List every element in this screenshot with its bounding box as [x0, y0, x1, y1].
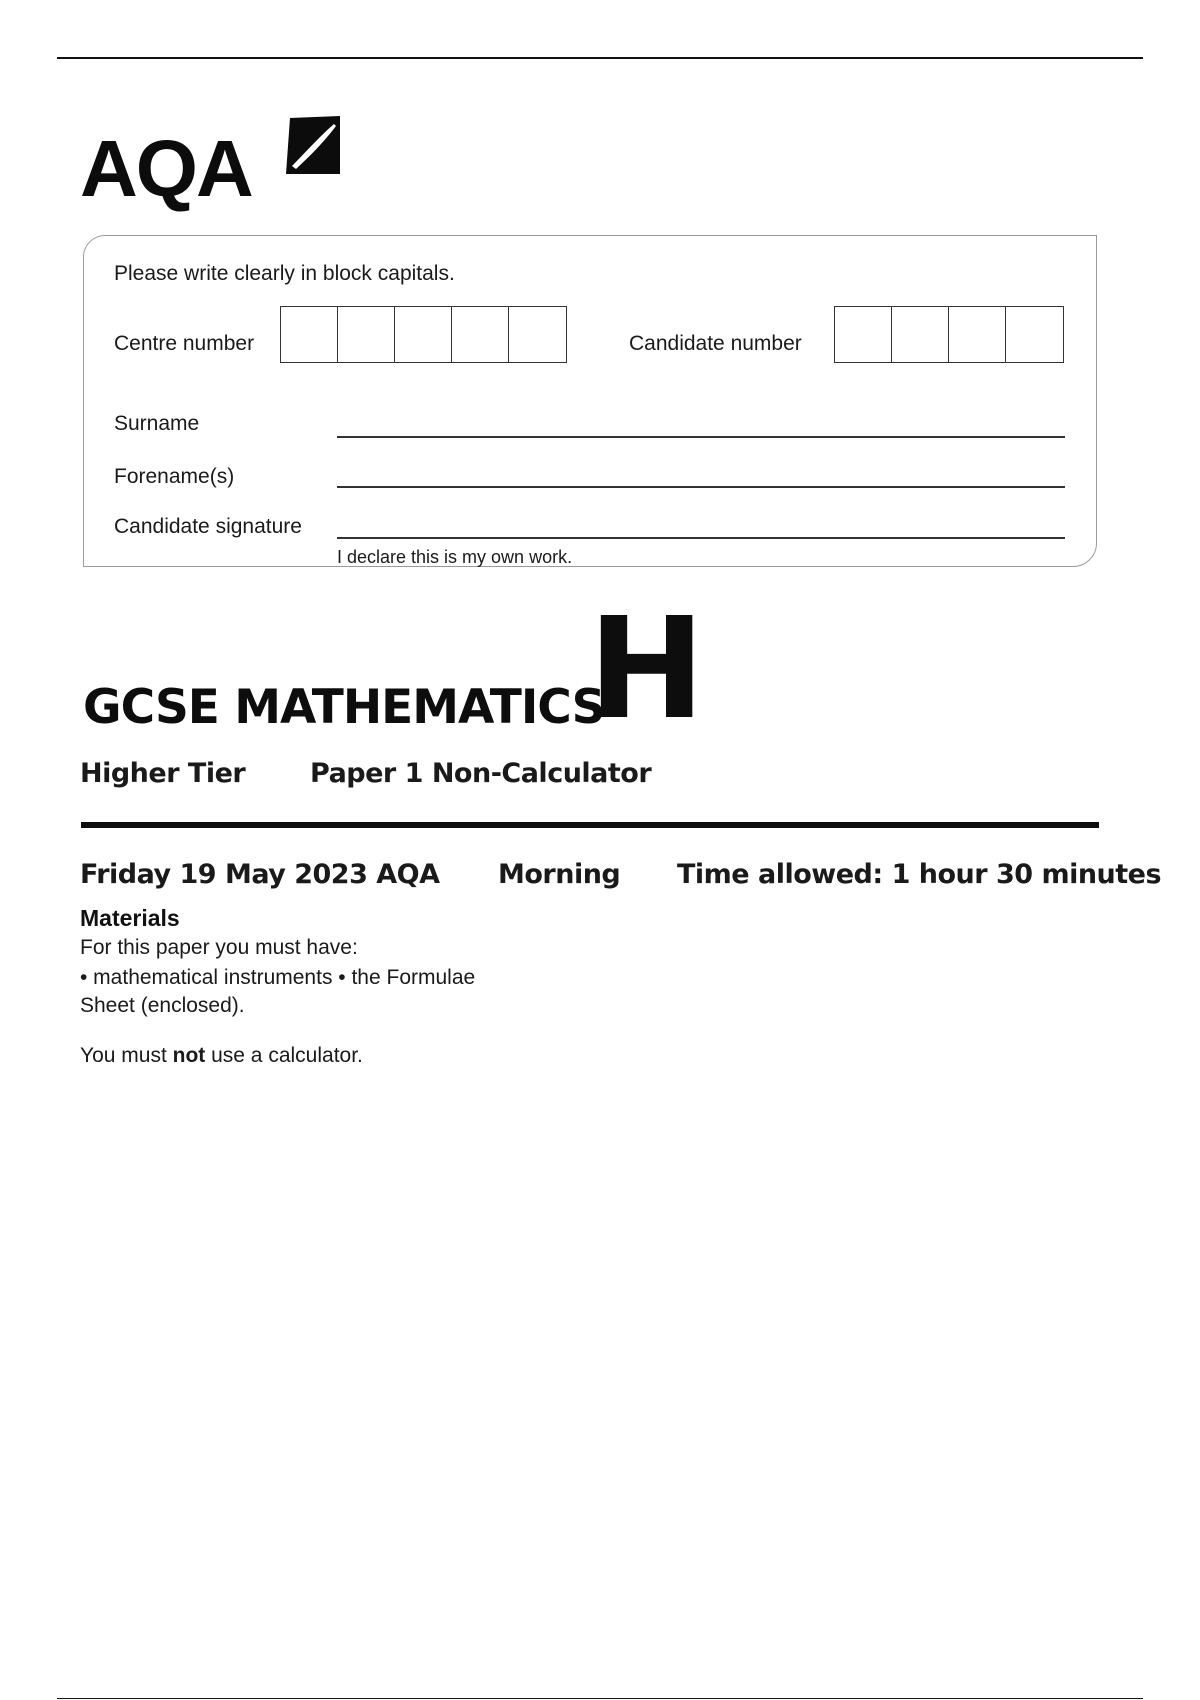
centre-number-digit[interactable] [338, 307, 395, 362]
centre-number-boxes[interactable] [280, 306, 567, 363]
materials-line-1: • mathematical instruments • the Formulae [80, 966, 476, 989]
signature-field[interactable] [337, 537, 1065, 539]
candidate-number-digit[interactable] [892, 307, 949, 362]
candidate-number-digit[interactable] [949, 307, 1006, 362]
calculator-instruction-emphasis: not [172, 1044, 206, 1067]
signature-label: Candidate signature [114, 515, 302, 538]
section-divider [81, 822, 1099, 828]
centre-number-digit[interactable] [281, 307, 338, 362]
paper-label: Paper 1 Non-Calculator [310, 758, 652, 789]
centre-number-digit[interactable] [395, 307, 452, 362]
centre-number-label: Centre number [114, 332, 255, 355]
form-instruction: Please write clearly in block capitals. [114, 262, 455, 285]
surname-field[interactable] [337, 436, 1065, 438]
aqa-logo [80, 112, 350, 212]
centre-number-digit[interactable] [509, 307, 566, 362]
candidate-number-digit[interactable] [835, 307, 892, 362]
bottom-rule [57, 1698, 1143, 1699]
calculator-instruction-prefix: You must [80, 1044, 173, 1067]
logo-wordmark: AQA [80, 124, 252, 213]
exam-title: GCSE MATHEMATICS [83, 680, 605, 735]
materials-line-2: Sheet (enclosed). [80, 994, 245, 1017]
tier-letter: H [588, 588, 706, 751]
forenames-label: Forename(s) [114, 465, 235, 488]
candidate-details-box [83, 235, 1097, 567]
calculator-instruction-suffix: use a calculator. [205, 1044, 363, 1067]
exam-date: Friday 19 May 2023 AQA [80, 859, 440, 890]
surname-label: Surname [114, 412, 200, 435]
calculator-instruction [80, 1044, 363, 1068]
exam-session: Morning [498, 859, 621, 890]
materials-heading: Materials [80, 905, 180, 931]
materials-intro: For this paper you must have: [80, 936, 358, 959]
candidate-number-label: Candidate number [629, 332, 802, 355]
centre-number-digit[interactable] [452, 307, 509, 362]
candidate-number-boxes[interactable] [834, 306, 1064, 363]
time-allowed: Time allowed: 1 hour 30 minutes [677, 859, 1162, 890]
declaration-text: I declare this is my own work. [337, 547, 573, 567]
candidate-number-digit[interactable] [1006, 307, 1063, 362]
logo-mark-icon [284, 114, 342, 174]
top-rule [57, 57, 1143, 59]
tier-label: Higher Tier [80, 758, 246, 789]
forenames-field[interactable] [337, 486, 1065, 488]
